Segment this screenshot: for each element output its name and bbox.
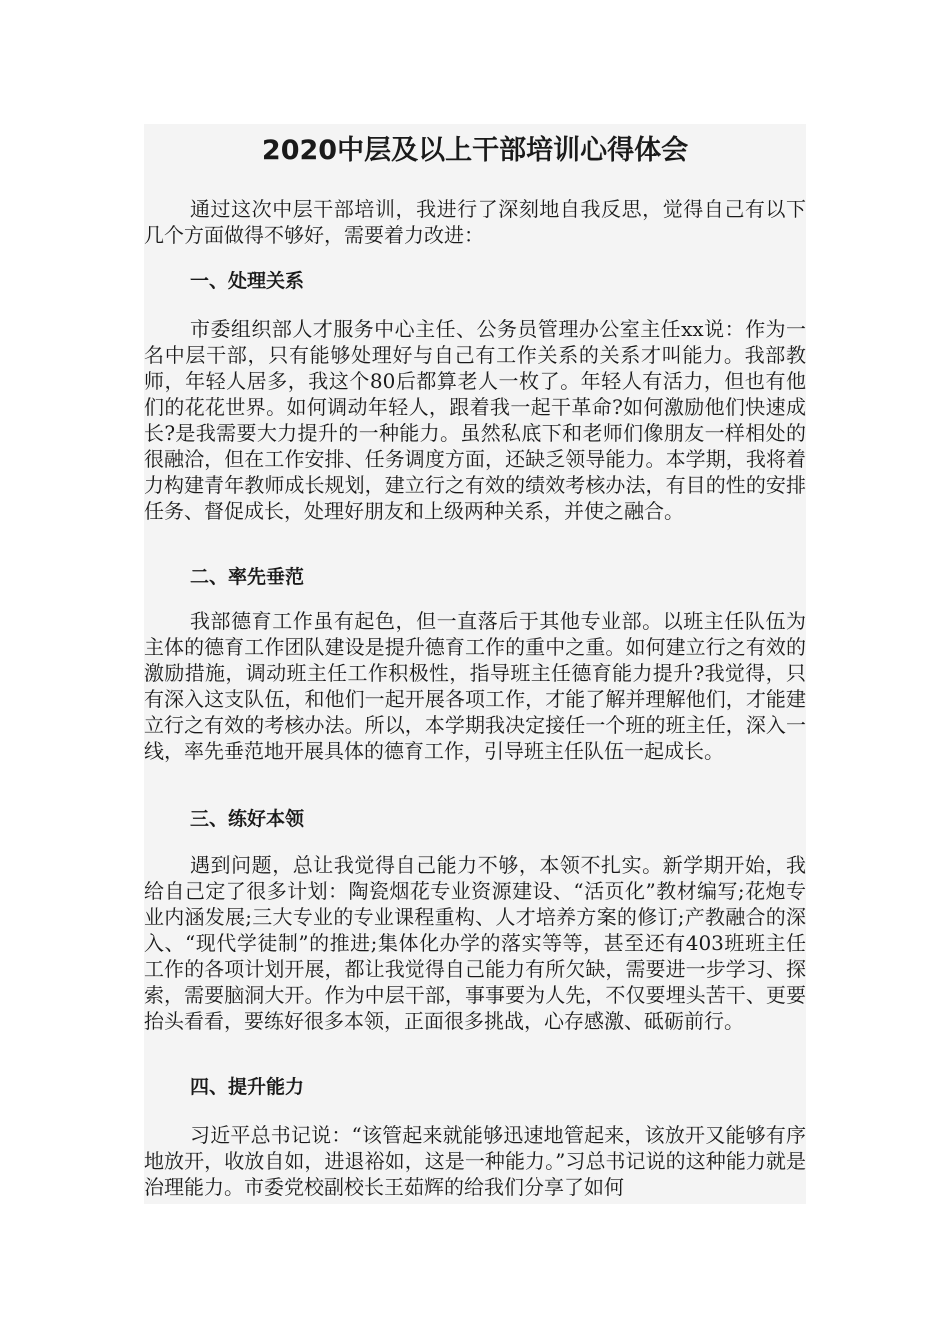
section-body-4: 习近平总书记说：“该管起来就能够迅速地管起来，该放开又能够有序地放开，收放自如，进退裕如，这是一种能力。”习总书记说的这种能力就是治理能力。市委党校副校长王茹辉的给我们分享了如何 xyxy=(144,1123,806,1199)
section-body-3: 遇到问题，总让我觉得自己能力不够，本领不扎实。新学期开始，我给自己定了很多计划：陶瓷烟花专业资源建设、“活页化”教材编写;花炮专业内涵发展;三大专业的专业课程重构、人才培养方案的修订;产教融合的深入、“现代学徒制”的推进;集体化办学的落实等等，甚至还有403班班主任工作的各项计划开展，都让我觉得自己能力有所欠缺，需要进一步学习、探索，需要脑洞大开。作为中层干部，事事要为人先，不仅要埋头苦干、更要抬头看看，要练好很多本领，正面很多挑战，心存感激、砥砺前行。 xyxy=(144,853,806,1033)
section-body-1: 市委组织部人才服务中心主任、公务员管理办公室主任xx说：作为一名中层干部，只有能够处理好与自己有工作关系的关系才叫能力。我部教师，年轻人居多，我这个80后都算老人一枚了。年轻人有活力，但也有他们的花花世界。如何调动年轻人，跟着我一起干革命?如何激励他们快速成长?是我需要大力提升的一种能力。虽然私底下和老师们像朋友一样相处的很融洽，但在工作安排、任务调度方面，还缺乏领导能力。本学期，我将着力构建青年教师成长规划，建立行之有效的绩效考核办法，有目的性的安排任务、督促成长，处理好朋友和上级两种关系，并使之融合。 xyxy=(144,317,806,523)
intro-paragraph: 通过这次中层干部培训，我进行了深刻地自我反思，觉得自己有以下几个方面做得不够好，需要着力改进： xyxy=(144,197,806,247)
section-heading-3: 三、练好本领 xyxy=(190,808,305,830)
section-heading-4: 四、提升能力 xyxy=(190,1076,305,1098)
section-body-2: 我部德育工作虽有起色，但一直落后于其他专业部。以班主任队伍为主体的德育工作团队建设是提升德育工作的重中之重。如何建立行之有效的激励措施，调动班主任工作积极性，指导班主任德育能力提升?我觉得，只有深入这支队伍，和他们一起开展各项工作，才能了解并理解他们，才能建立行之有效的考核办法。所以，本学期我决定接任一个班的班主任，深入一线，率先垂范地开展具体的德育工作，引导班主任队伍一起成长。 xyxy=(144,609,806,763)
section-heading-2: 二、率先垂范 xyxy=(190,566,305,588)
section-heading-1: 一、处理关系 xyxy=(190,270,305,292)
document-title: 2020中层及以上干部培训心得体会 xyxy=(261,135,689,166)
